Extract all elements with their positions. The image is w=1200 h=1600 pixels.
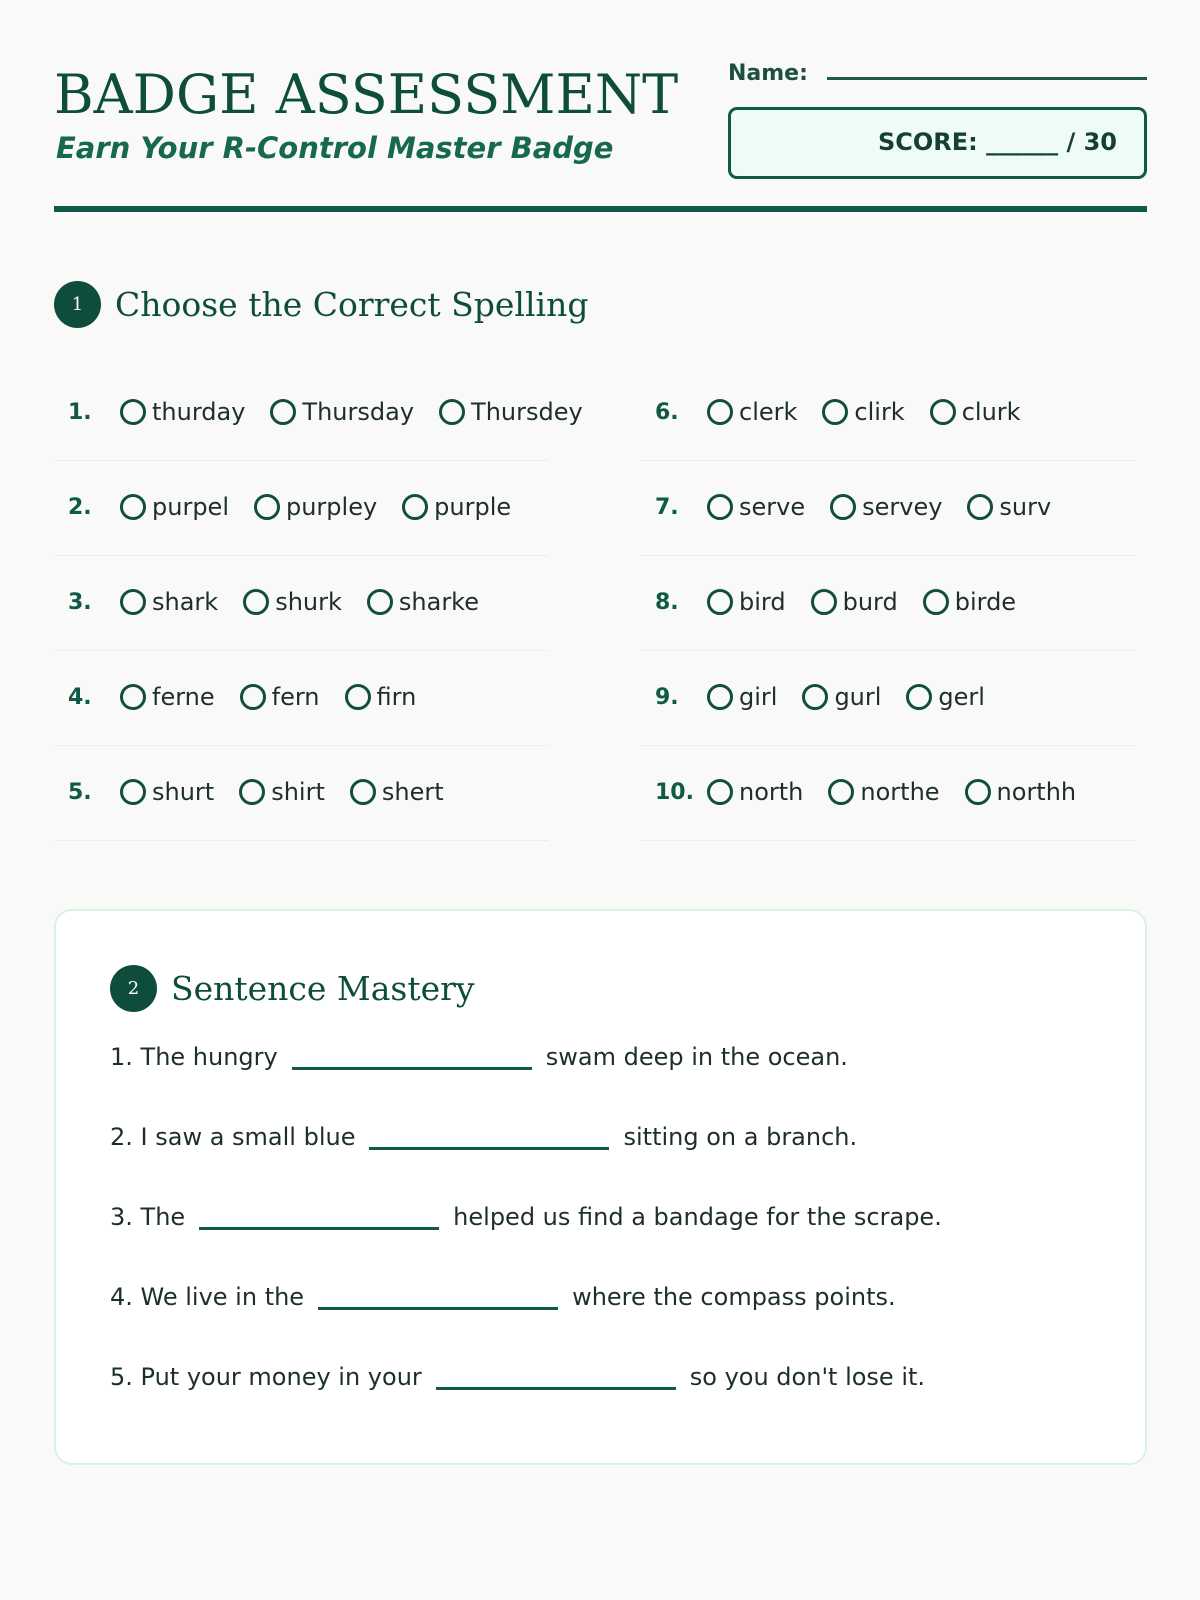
spelling-question-row [54,651,549,746]
spelling-option[interactable] [707,588,786,616]
sentence-end: helped us find a bandage for the scrape. [453,1203,942,1231]
sentence-mastery-card [54,909,1147,1465]
answer-blank[interactable] [199,1227,439,1230]
spelling-option[interactable] [254,493,377,521]
spelling-question-row [641,746,1136,841]
spelling-question-row [54,366,583,461]
option-label: clurk [961,398,1021,426]
radio-circle-icon[interactable] [439,399,465,425]
sentence-row [110,1363,1110,1443]
spelling-question-row [54,556,549,651]
spelling-question-row [54,746,549,841]
option-label: purple [434,493,512,521]
score-text: SCORE: ______ / 30 [877,128,1117,156]
question-number: 8. [655,589,679,615]
spelling-question-row [641,366,1136,461]
option-label: fern [271,683,320,711]
spelling-question-row [54,461,549,556]
sentence-list [110,1043,1110,1443]
spelling-option[interactable] [967,493,1051,521]
radio-circle-icon[interactable] [906,684,932,710]
option-label: girl [739,683,778,711]
option-label: clerk [739,398,798,426]
radio-circle-icon[interactable] [243,589,269,615]
radio-circle-icon[interactable] [120,494,146,520]
spelling-option[interactable] [120,778,214,806]
option-label: bird [739,588,786,616]
spelling-question-row [641,651,1136,746]
spelling-option[interactable] [120,398,245,426]
option-label: firn [376,683,417,711]
radio-circle-icon[interactable] [830,494,856,520]
spelling-column-right [641,366,1136,841]
radio-circle-icon[interactable] [923,589,949,615]
option-label: shark [152,588,219,616]
answer-blank[interactable] [318,1307,558,1310]
radio-circle-icon[interactable] [828,779,854,805]
sentence-row [110,1043,1110,1123]
radio-circle-icon[interactable] [802,684,828,710]
section-2-title: Sentence Mastery [171,969,475,1008]
radio-circle-icon[interactable] [707,399,733,425]
spelling-question-row [641,556,1136,651]
radio-circle-icon[interactable] [239,779,265,805]
spelling-option[interactable] [707,398,797,426]
sentence-start: 3. The [110,1203,186,1231]
question-number: 1. [68,399,92,425]
header-divider [54,206,1147,212]
header [54,62,1147,212]
spelling-option[interactable] [367,588,479,616]
section-1-heading [54,281,588,328]
spelling-option[interactable] [120,493,229,521]
radio-circle-icon[interactable] [822,399,848,425]
spelling-option[interactable] [811,588,898,616]
spelling-option[interactable] [828,778,939,806]
radio-circle-icon[interactable] [402,494,428,520]
spelling-option[interactable] [240,683,320,711]
spelling-option[interactable] [345,683,417,711]
option-label: shirt [271,778,325,806]
spelling-option[interactable] [243,588,342,616]
spelling-option[interactable] [707,778,803,806]
page-subtitle: Earn Your R-Control Master Badge [56,131,614,165]
spelling-option[interactable] [906,683,985,711]
spelling-option[interactable] [965,778,1077,806]
sentence-start: 5. Put your money in your [110,1363,422,1391]
section-2-heading [110,965,475,1012]
spelling-option[interactable] [822,398,904,426]
spelling-option[interactable] [923,588,1016,616]
option-label: clirk [854,398,905,426]
name-field[interactable] [827,77,1147,80]
radio-circle-icon[interactable] [965,779,991,805]
name-label: Name: [728,61,808,86]
question-number: 7. [655,494,679,520]
sentence-start: 1. The hungry [110,1043,278,1071]
option-label: northe [860,778,940,806]
radio-circle-icon[interactable] [707,779,733,805]
sentence-end: where the compass points. [572,1283,896,1311]
score-box [728,107,1147,179]
radio-circle-icon[interactable] [707,494,733,520]
sentence-start: 4. We live in the [110,1283,305,1311]
spelling-option[interactable] [239,778,325,806]
radio-circle-icon[interactable] [120,399,146,425]
sentence-end: swam deep in the ocean. [545,1043,848,1071]
answer-blank[interactable] [436,1387,676,1390]
section-1-number-badge: 1 [54,281,101,328]
option-label: surv [999,493,1052,521]
sentence-row [110,1123,1110,1203]
question-number: 10. [655,779,694,805]
sentence-start: 2. I saw a small blue [110,1123,356,1151]
answer-blank[interactable] [292,1067,532,1070]
radio-circle-icon[interactable] [367,589,393,615]
option-label: ferne [152,683,215,711]
option-label: Thursday [302,398,415,426]
spelling-option[interactable] [120,683,215,711]
option-label: north [739,778,804,806]
spelling-question-row [641,461,1136,556]
radio-circle-icon[interactable] [120,684,146,710]
sentence-row [110,1283,1110,1363]
question-number: 4. [68,684,92,710]
radio-circle-icon[interactable] [967,494,993,520]
option-label: servey [862,493,943,521]
question-number: 9. [655,684,679,710]
section-2-number-badge: 2 [110,965,157,1012]
spelling-option[interactable] [802,683,881,711]
spelling-option[interactable] [120,588,218,616]
option-label: gurl [834,683,882,711]
answer-blank[interactable] [369,1147,609,1150]
radio-circle-icon[interactable] [350,779,376,805]
radio-circle-icon[interactable] [254,494,280,520]
radio-circle-icon[interactable] [707,589,733,615]
radio-circle-icon[interactable] [707,684,733,710]
sentence-row [110,1203,1110,1283]
spelling-option[interactable] [930,398,1021,426]
spelling-option[interactable] [270,398,414,426]
radio-circle-icon[interactable] [120,779,146,805]
spelling-option[interactable] [707,493,805,521]
option-label: shurk [275,588,342,616]
radio-circle-icon[interactable] [240,684,266,710]
spelling-option[interactable] [402,493,511,521]
radio-circle-icon[interactable] [930,399,956,425]
option-label: purpley [285,493,378,521]
page-title: BADGE ASSESSMENT [54,63,679,126]
sentence-end: so you don't lose it. [689,1363,926,1391]
question-number: 5. [68,779,92,805]
option-label: shert [381,778,444,806]
radio-circle-icon[interactable] [270,399,296,425]
sentence-end: sitting on a branch. [623,1123,858,1151]
option-label: shurt [152,778,215,806]
spelling-option[interactable] [439,398,583,426]
radio-circle-icon[interactable] [120,589,146,615]
spelling-option[interactable] [830,493,942,521]
spelling-column-left [54,366,583,841]
question-number: 2. [68,494,92,520]
option-label: sharke [398,588,479,616]
question-number: 3. [68,589,92,615]
question-number: 6. [655,399,679,425]
radio-circle-icon[interactable] [811,589,837,615]
option-label: thurday [152,398,246,426]
option-label: purpel [152,493,229,521]
section-1-title: Choose the Correct Spelling [115,285,589,324]
option-label: burd [842,588,898,616]
option-label: northh [996,778,1077,806]
spelling-option[interactable] [350,778,444,806]
radio-circle-icon[interactable] [345,684,371,710]
worksheet-page [54,0,1147,1600]
option-label: gerl [938,683,985,711]
option-label: Thursdey [471,398,583,426]
option-label: serve [739,493,806,521]
option-label: birde [954,588,1017,616]
spelling-option[interactable] [707,683,777,711]
